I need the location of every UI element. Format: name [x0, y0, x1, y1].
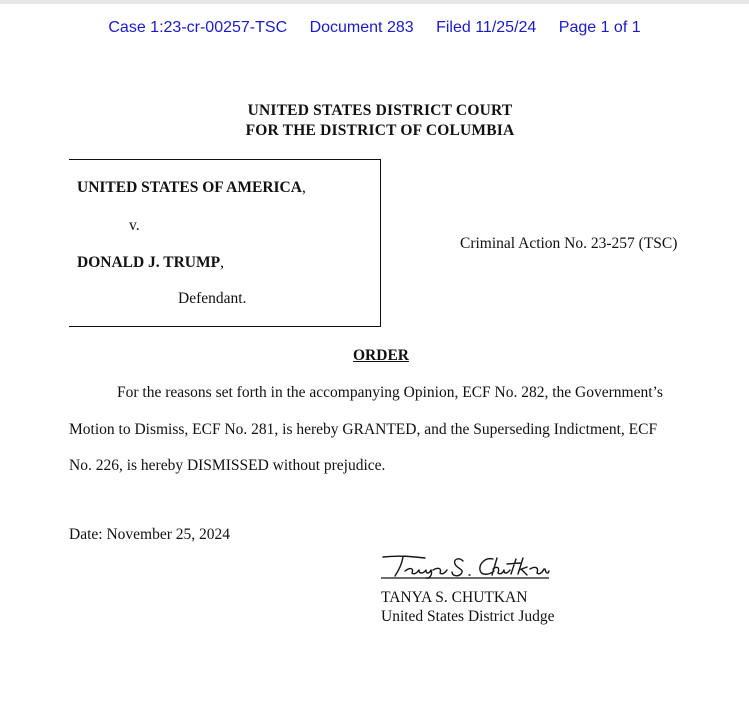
order-text-line-3: No. 226, is hereby DISMISSED without prejudice. — [69, 457, 386, 474]
criminal-action-number: Criminal Action No. 23-257 (TSC) — [460, 235, 678, 252]
versus: v. — [129, 217, 140, 234]
handwritten-signature — [381, 555, 551, 581]
filed-date: Filed 11/25/24 — [436, 19, 537, 36]
top-border — [0, 0, 749, 4]
defendant-name: DONALD J. TRUMP, — [77, 254, 224, 271]
court-line-2: FOR THE DISTRICT OF COLUMBIA — [245, 122, 515, 139]
document-number: Document 283 — [309, 19, 414, 36]
order-title: ORDER — [353, 347, 409, 364]
plaintiff-name: UNITED STATES OF AMERICA, — [77, 179, 306, 196]
case-number: Case 1:23-cr-00257-TSC — [108, 19, 288, 36]
page-number: Page 1 of 1 — [558, 19, 641, 36]
case-caption — [69, 159, 381, 327]
order-text-line-2: Motion to Dismiss, ECF No. 281, is hereby GRANTED, and the Superseding Indictment, ECF — [69, 421, 658, 438]
order-date: Date: November 25, 2024 — [69, 526, 230, 543]
judge-name: TANYA S. CHUTKAN — [381, 589, 528, 606]
judge-title: United States District Judge — [381, 608, 555, 625]
court-title — [0, 101, 749, 141]
court-line-1: UNITED STATES DISTRICT COURT — [247, 102, 513, 119]
filing-header — [0, 19, 749, 37]
order-text-line-1: For the reasons set forth in the accompanying Opinion, ECF No. 282, the Government’s — [117, 384, 663, 401]
defendant-label: Defendant. — [178, 290, 247, 307]
